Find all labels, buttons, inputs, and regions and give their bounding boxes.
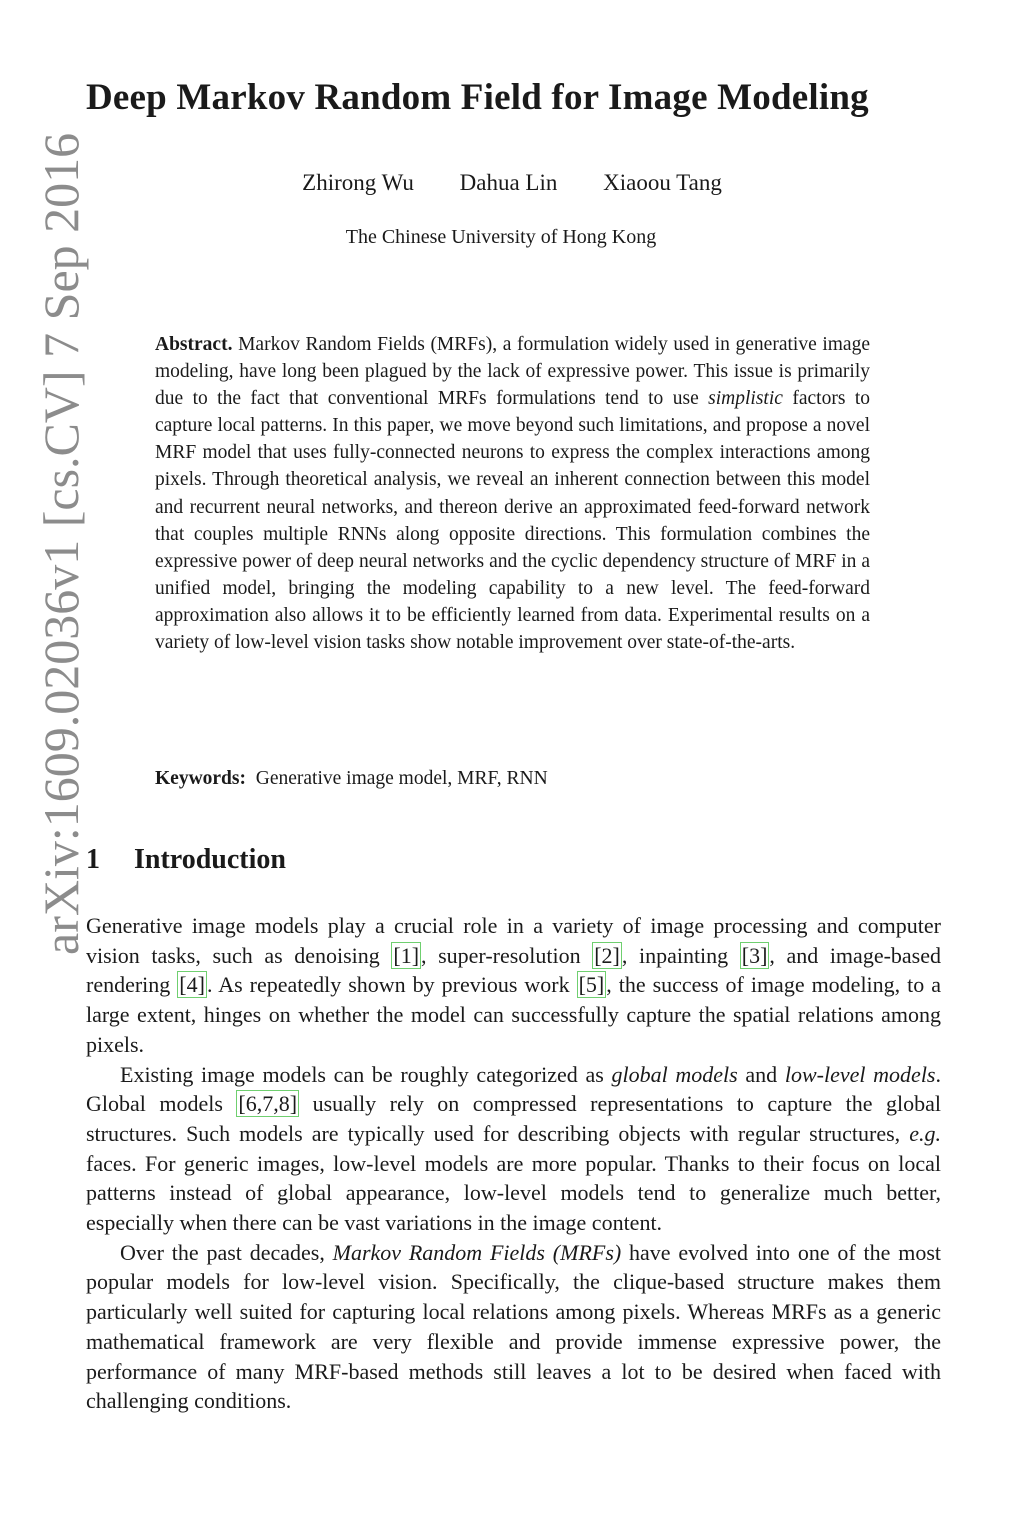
text-run: , and image-based rendering <box>86 942 941 998</box>
emphasis: low-level models <box>784 1061 936 1087</box>
text-run: usually rely on compressed representations to capture the global structures. Such models are typically used for describing objects with regular structures, <box>86 1091 941 1146</box>
text-run: , super-resolution <box>421 942 593 968</box>
text-run: faces. For generic images, low-level models are more popular. Thanks to their focus on local patterns instead of global appearance, low-level models tend to generalize much better, especially when there can be vast variations in the image content. <box>86 1150 941 1236</box>
paragraph <box>86 1060 941 1238</box>
section-number: 1 <box>86 844 100 875</box>
keywords-text: Generative image model, MRF, RNN <box>255 768 548 789</box>
abstract-text: Markov Random Fields (MRFs), a formulation widely used in generative image modeling, have long been plagued by the lack of expressive power. This issue is primarily due to the fact that conventional MRFs formulations tend to use <box>155 334 870 410</box>
author-name: Xiaoou Tang <box>603 170 722 195</box>
author-name: Zhirong Wu <box>302 170 414 195</box>
text-run: . As repeatedly shown by previous work <box>206 972 577 998</box>
abstract-text: factors to capture local patterns. In this paper, we move beyond such limitations, and propose a novel MRF model that uses fully-connected neurons to express the complex interactions among pixels. Through theoretical analysis, we reveal an inherent connection between this model and recurrent neural networks, and thereon derive an approximated feed-forward network that couples multiple RNNs along opposite directions. This formulation combines the expressive power of deep neural networks and the cyclic dependency structure of MRF in a unified model, bringing the modeling capability to a new level. The feed-forward approximation also allows it to be efficiently learned from data. Experimental results on a variety of low-level vision tasks show notable improvement over state-of-the-arts. <box>155 388 871 654</box>
text-run: . Global models <box>86 1061 941 1117</box>
text-run: , the success of image modeling, to a large extent, hinges on whether the model can successfully capture the spatial relations among pixels. <box>86 972 942 1057</box>
citation-link[interactable]: [4] <box>179 972 205 998</box>
emphasis: global models <box>611 1061 738 1087</box>
text-run: and <box>737 1061 785 1087</box>
abstract-label: Abstract. <box>155 334 233 355</box>
affiliation: The Chinese University of Hong Kong <box>345 226 657 248</box>
citation-link[interactable]: [3] <box>741 942 768 968</box>
author-name: Dahua Lin <box>459 170 558 195</box>
text-run: , inpainting <box>621 942 740 968</box>
emphasis: e.g. <box>909 1120 941 1146</box>
keywords-label: Keywords: <box>155 768 246 789</box>
text-run: Existing image models can be roughly categorized as <box>120 1061 612 1087</box>
arxiv-stamp: arXiv:1609.02036v1 [cs.CV] 7 Sep 2016 <box>33 132 89 955</box>
abstract <box>155 331 870 656</box>
text-run: have evolved into one of the most popular models for low-level vision. Specifically, the clique-based structure makes them particularly well suited for capturing local relations among pixels. Whereas MRFs as a generic mathematical framework are very flexible and provide immense expressive power, the performance of many MRF-based methods still leaves a lot to be desired when faced with challenging conditions. <box>86 1239 942 1414</box>
introduction-body <box>86 911 941 1416</box>
abstract-emphasis: simplistic <box>708 388 783 410</box>
citation-link[interactable]: [2] <box>594 942 620 968</box>
citation-link[interactable]: [5] <box>578 972 605 998</box>
citation-link[interactable]: [6,7,8] <box>238 1091 298 1117</box>
section-heading <box>86 844 286 876</box>
author-list <box>0 170 1024 196</box>
emphasis: Markov Random Fields (MRFs) <box>332 1239 622 1265</box>
text-run: Over the past decades, <box>120 1239 333 1265</box>
paragraph <box>86 1238 941 1416</box>
paper-title: Deep Markov Random Field for Image Modeling <box>86 77 869 118</box>
citation-link[interactable]: [1] <box>393 942 420 968</box>
paragraph <box>86 911 941 1060</box>
section-title-text: Introduction <box>134 844 286 875</box>
keywords <box>155 765 870 792</box>
text-run: Generative image models play a crucial role in a variety of image processing and computer vision tasks, such as denoising <box>86 913 941 968</box>
